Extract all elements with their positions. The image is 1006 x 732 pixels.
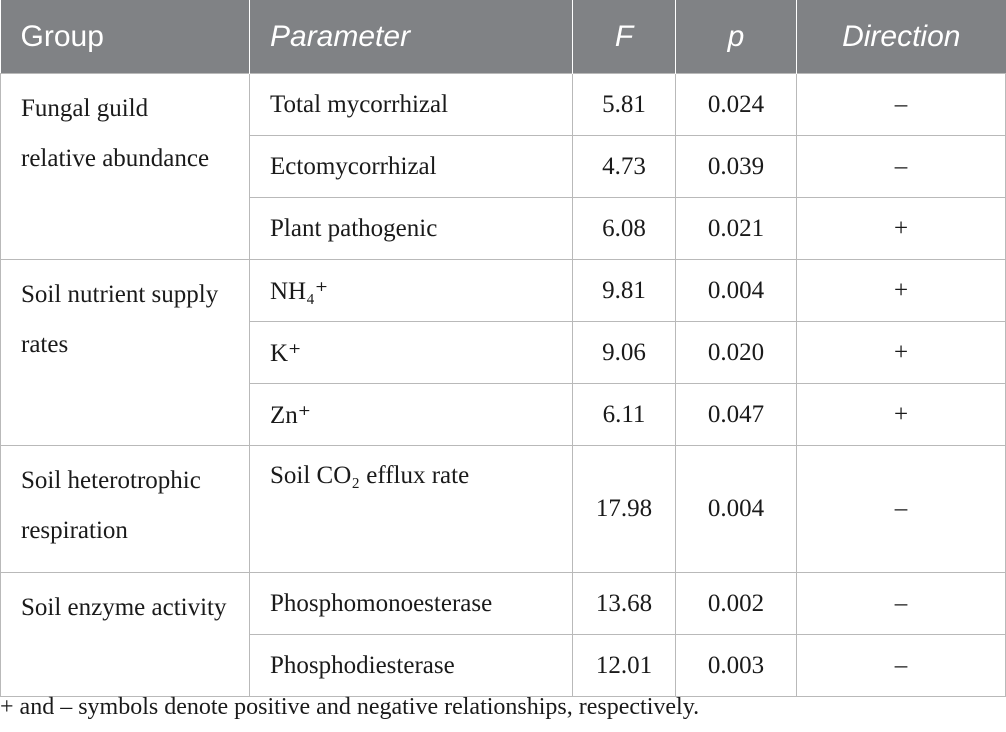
f-cell: 13.68 (573, 573, 676, 635)
direction-cell: – (797, 446, 1006, 573)
table-row (1, 260, 1006, 322)
direction-cell: – (797, 136, 1006, 198)
p-cell: 0.004 (676, 446, 797, 573)
table-row (1, 573, 1006, 635)
header-p: p (676, 0, 797, 74)
f-cell: 12.01 (573, 635, 676, 697)
p-cell: 0.021 (676, 198, 797, 260)
direction-cell: – (797, 573, 1006, 635)
parameter-cell: Zn⁺ (250, 384, 573, 446)
direction-cell: + (797, 322, 1006, 384)
f-cell: 5.81 (573, 74, 676, 136)
group-label: Fungal guild relative abundance (1, 74, 250, 260)
p-cell: 0.004 (676, 260, 797, 322)
p-cell: 0.024 (676, 74, 797, 136)
p-cell: 0.003 (676, 635, 797, 697)
f-cell: 17.98 (573, 446, 676, 573)
header-direction: Direction (797, 0, 1006, 74)
p-cell: 0.002 (676, 573, 797, 635)
parameter-cell: Phosphomonoesterase (250, 573, 573, 635)
table-row (1, 74, 1006, 136)
header-parameter: Parameter (250, 0, 573, 74)
parameter-cell: Ectomycorrhizal (250, 136, 573, 198)
direction-cell: + (797, 384, 1006, 446)
p-cell: 0.047 (676, 384, 797, 446)
direction-cell: + (797, 198, 1006, 260)
parameter-cell: Phosphodiesterase (250, 635, 573, 697)
group-label: Soil heterotrophic respiration (1, 446, 250, 573)
direction-cell: + (797, 260, 1006, 322)
direction-cell: – (797, 74, 1006, 136)
p-cell: 0.020 (676, 322, 797, 384)
f-cell: 6.08 (573, 198, 676, 260)
direction-cell: – (797, 635, 1006, 697)
header-row (1, 0, 1006, 74)
parameter-cell: K⁺ (250, 322, 573, 384)
f-cell: 9.06 (573, 322, 676, 384)
parameter-cell: Soil CO₂ efflux rate (250, 446, 573, 573)
f-cell: 6.11 (573, 384, 676, 446)
table-row (1, 446, 1006, 573)
group-label: Soil enzyme activity (1, 573, 250, 697)
table-footnote: + and – symbols denote positive and negative relationships, respectively. (0, 694, 700, 720)
parameter-cell: Plant pathogenic (250, 198, 573, 260)
parameter-cell: Total mycorrhizal (250, 74, 573, 136)
f-cell: 9.81 (573, 260, 676, 322)
header-group: Group (1, 0, 250, 74)
group-label: Soil nutrient supply rates (1, 260, 250, 446)
header-f: F (573, 0, 676, 74)
p-cell: 0.039 (676, 136, 797, 198)
f-cell: 4.73 (573, 136, 676, 198)
parameter-cell: NH₄⁺ (250, 260, 573, 322)
